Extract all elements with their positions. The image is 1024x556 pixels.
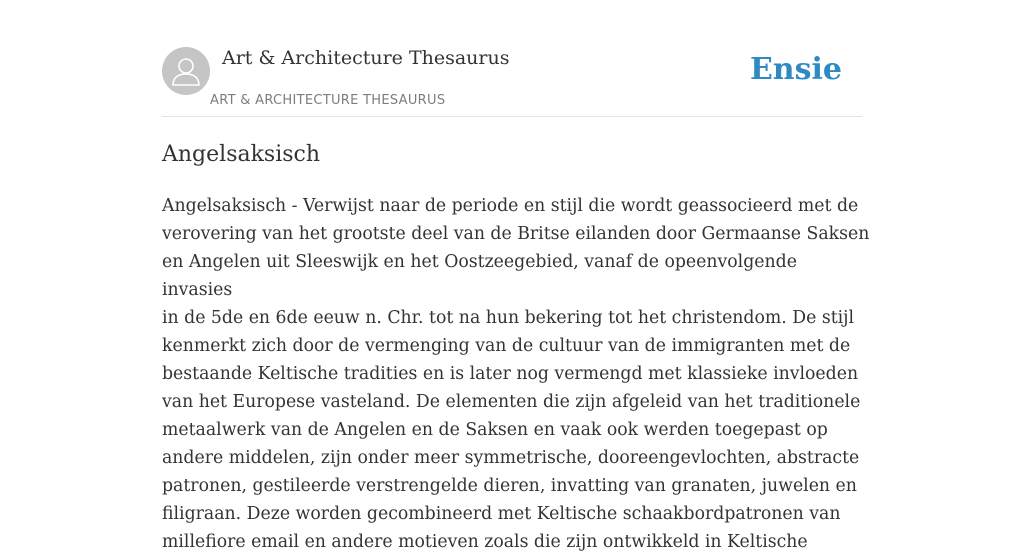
source-name[interactable]: ART & ARCHITECTURE THESAURUS bbox=[210, 93, 446, 108]
user-placeholder-icon[interactable] bbox=[162, 47, 210, 95]
brand-logo[interactable]: Ensie bbox=[749, 52, 842, 87]
header bbox=[162, 46, 862, 117]
author-name[interactable]: Art & Architecture Thesaurus bbox=[222, 47, 510, 69]
article-body: Angelsaksisch - Verwijst naar de periode en stijl die wordt geassocieerd met de verovering van het grootste deel van de Britse eilanden door Germaanse Saksen en Angelen uit Sleeswijk en het Oostzeegebied, vanaf de opeenvolgende invasies in de 5de en 6de eeuw n. Chr. tot na hun bekering tot het christendom. De stijl kenmerkt zich door de vermenging van de cultuur van de immigranten met de bestaande Keltische tradities en is later nog vermengd met klassieke invloeden van het Europese vasteland. De elementen die zijn afgeleid van het traditionele metaalwerk van de Angelen en de Saksen en vaak ook werden toegepast op andere middelen, zijn onder meer symmetrische, dooreengevlochten, abstracte patronen, gestileerde verstrengelde dieren, invatting van granaten, juwelen en filigraan. Deze worden gecombineerd met Keltische schaakbordpatronen van millefiore email en andere motieven zoals die zijn ontwikkeld in Keltische bbox=[162, 196, 870, 552]
page-title: Angelsaksisch bbox=[162, 142, 321, 167]
